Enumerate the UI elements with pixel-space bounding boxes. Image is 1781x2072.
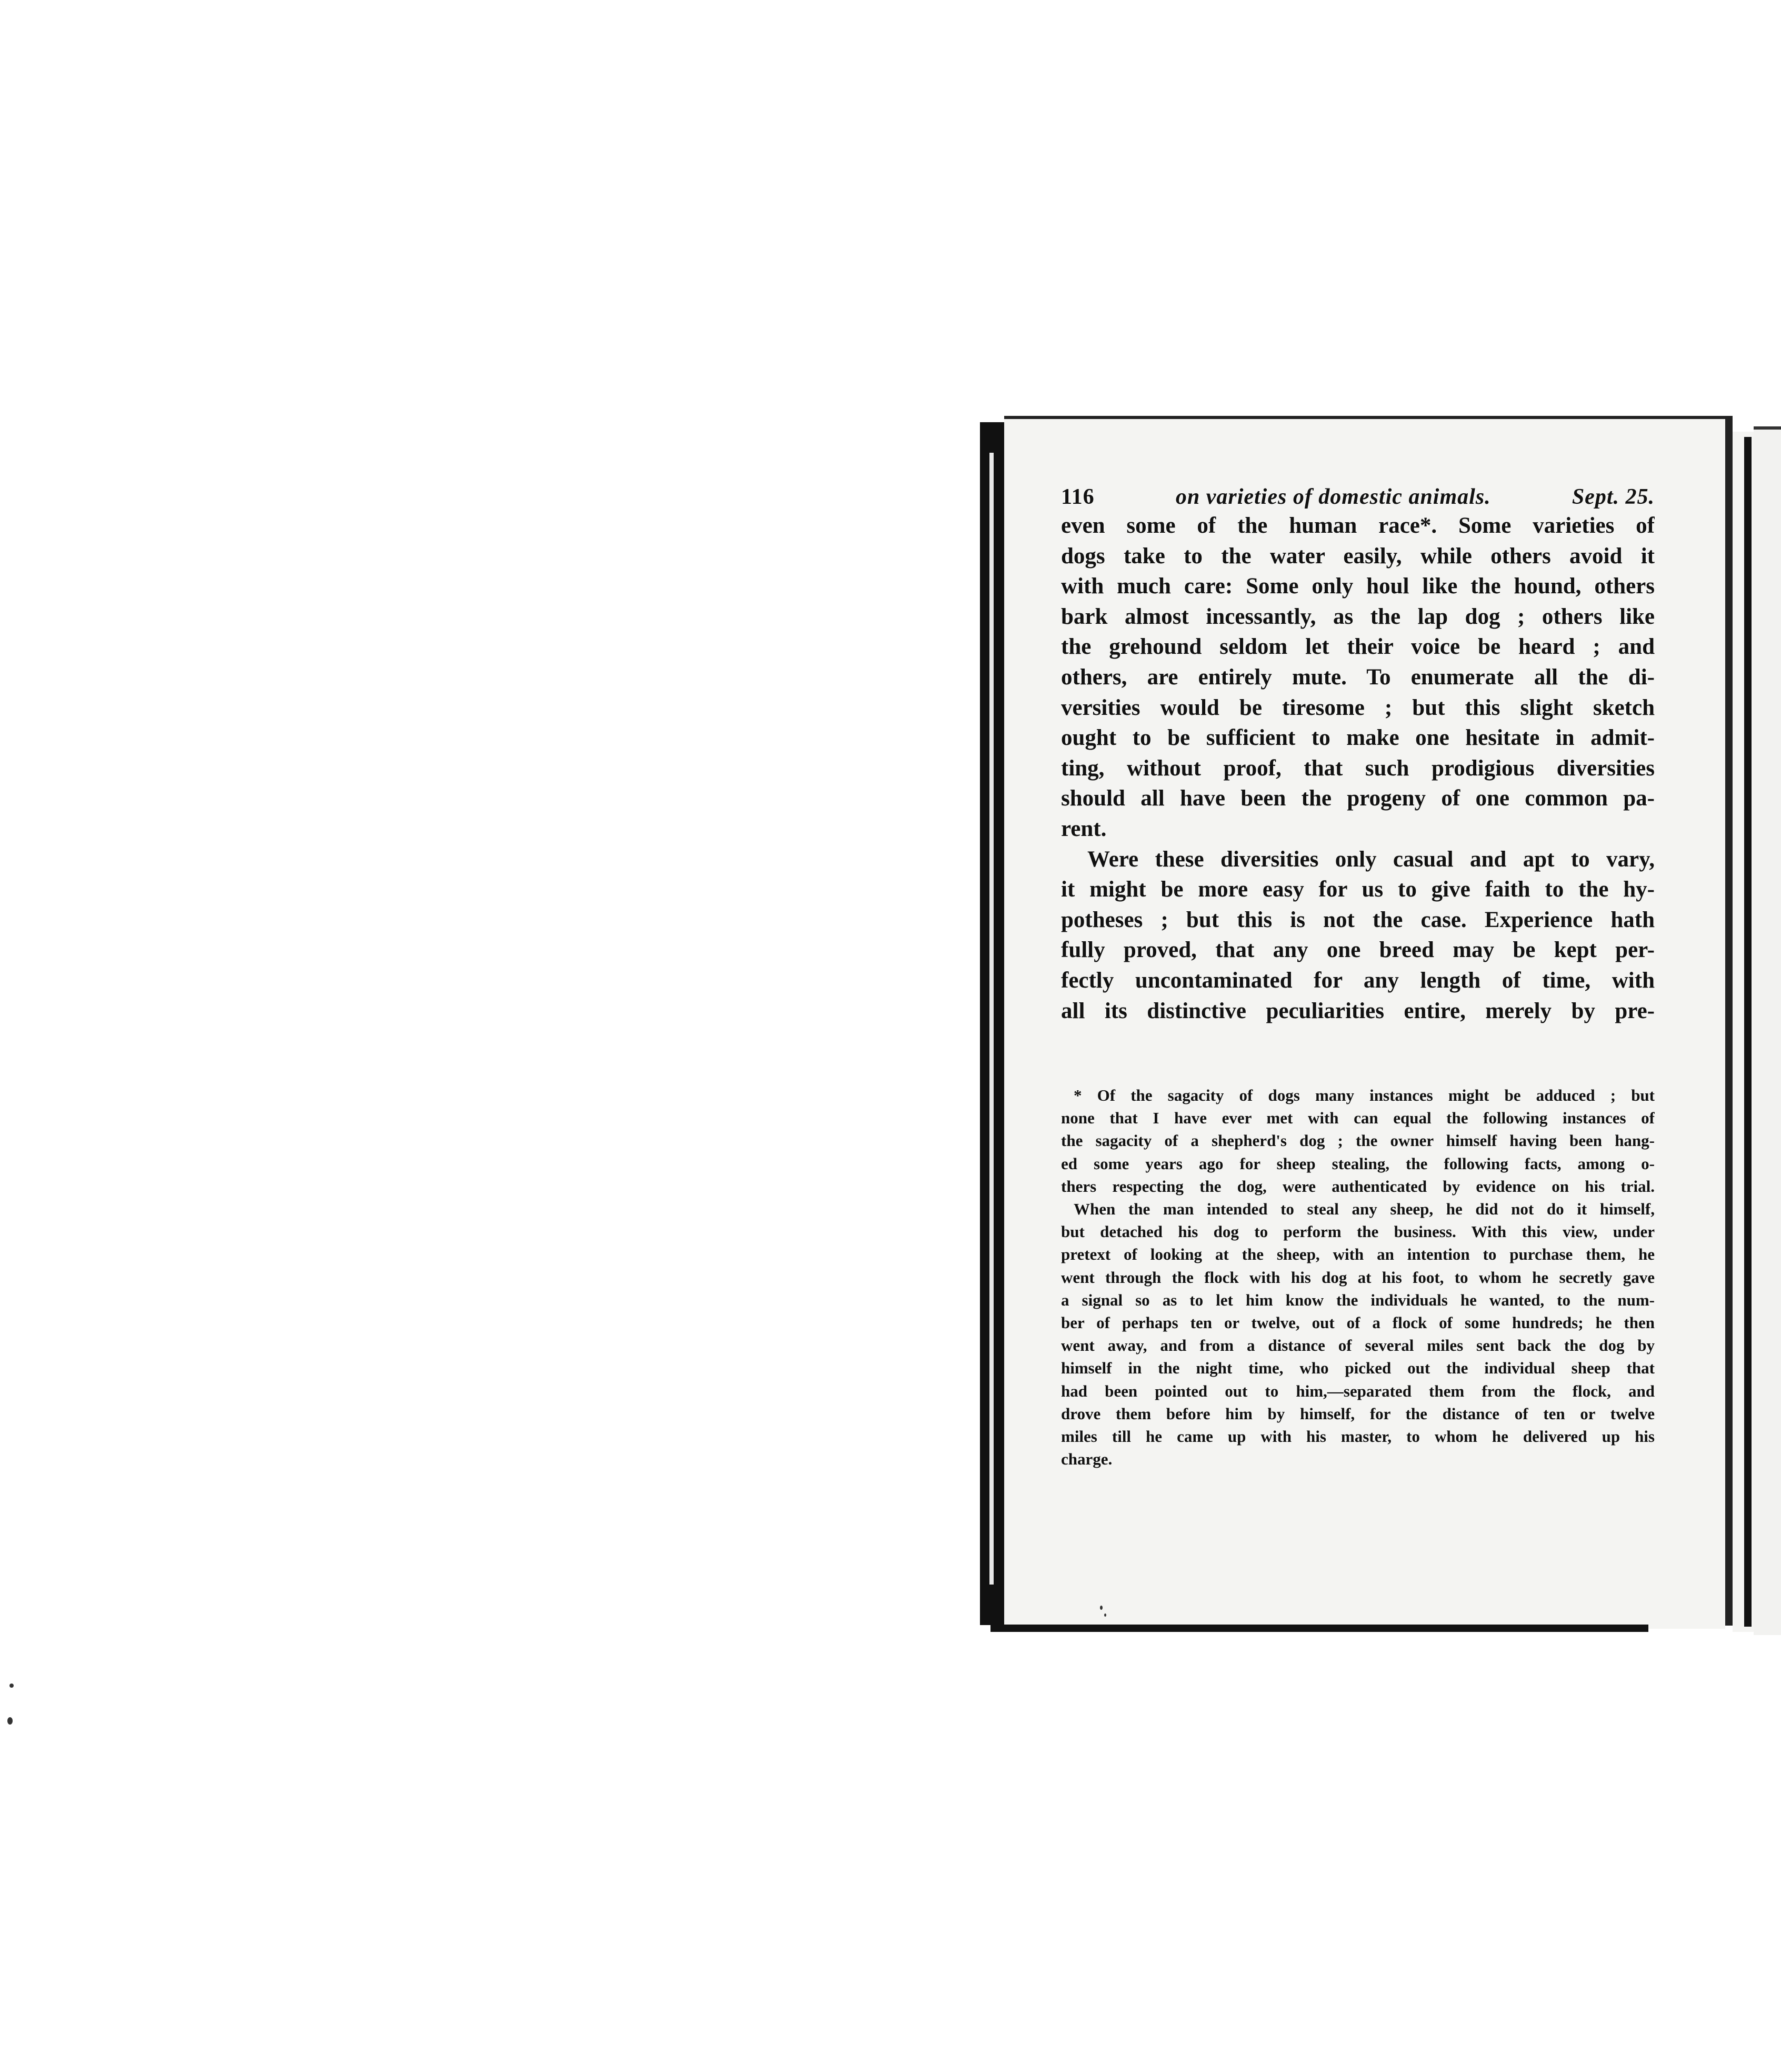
footnote-line: ber of perhaps ten or twelve, out of a flock of some hundreds; he then bbox=[1061, 1313, 1655, 1332]
body-text bbox=[1061, 511, 1655, 1026]
footnote-line: the sagacity of a shepherd's dog ; the owner himself having been hang- bbox=[1061, 1131, 1655, 1150]
footnote-line: went away, and from a distance of several miles sent back the dog by bbox=[1061, 1336, 1655, 1355]
footnote-line: charge. bbox=[1061, 1450, 1113, 1469]
body-line: others, are entirely mute. To enumerate all the di- bbox=[1061, 664, 1655, 690]
footnote-line: When the man intended to steal any sheep, he did not do it himself, bbox=[1074, 1200, 1655, 1219]
page-text bbox=[1061, 483, 1655, 1470]
footnote-gap bbox=[1061, 1026, 1655, 1084]
body-line: potheses ; but this is not the case. Experience hath bbox=[1061, 907, 1655, 932]
footnote-line: pretext of looking at the sheep, with an intention to purchase them, he bbox=[1061, 1245, 1655, 1264]
scan-speck bbox=[1104, 1613, 1106, 1617]
facing-page-edge bbox=[1754, 426, 1781, 1635]
body-line: with much care: Some only houl like the hound, others bbox=[1061, 574, 1655, 599]
body-line: rent. bbox=[1061, 816, 1107, 841]
footnote-line: none that I have ever met with can equal the following instances of bbox=[1061, 1109, 1655, 1128]
running-title: on varieties of domestic animals. bbox=[1175, 485, 1491, 509]
page-gutter-shadow bbox=[1725, 416, 1733, 1626]
scan-speck bbox=[1100, 1606, 1103, 1610]
footnote-line: but detached his dog to perform the business. With this view, under bbox=[1061, 1222, 1655, 1241]
bottom-page-edge bbox=[990, 1625, 1648, 1632]
scan-speck bbox=[9, 1683, 14, 1688]
body-line: versities would be tiresome ; but this slight sketch bbox=[1061, 695, 1655, 720]
body-line: even some of the human race*. Some varieties of bbox=[1061, 513, 1655, 538]
body-line: fectly uncontaminated for any length of time, with bbox=[1061, 968, 1655, 993]
body-line: ought to be sufficient to make one hesitate in admit- bbox=[1061, 725, 1655, 751]
page-number: 116 bbox=[1061, 485, 1095, 509]
footnote-line: drove them before him by himself, for the distance of ten or twelve bbox=[1061, 1404, 1655, 1423]
footnote-line: miles till he came up with his master, to whom he delivered up his bbox=[1061, 1427, 1655, 1446]
footnote-line: himself in the night time, who picked out the individual sheep that bbox=[1061, 1359, 1655, 1378]
body-line: fully proved, that any one breed may be kept per- bbox=[1061, 938, 1655, 963]
footnote-line: * Of the sagacity of dogs many instances might be adduced ; but bbox=[1074, 1086, 1655, 1105]
footnote-line: ed some years ago for sheep stealing, the following facts, among o- bbox=[1061, 1154, 1655, 1173]
book-spread bbox=[980, 416, 1781, 1632]
running-head bbox=[1061, 483, 1655, 511]
spine-line bbox=[1744, 437, 1752, 1627]
body-line: ting, without proof, that such prodigious diversities bbox=[1061, 755, 1655, 781]
footnote-line: went through the flock with his dog at his foot, to whom he secretly gave bbox=[1061, 1268, 1655, 1287]
footnote-line: thers respecting the dog, were authenticated by evidence on his trial. bbox=[1061, 1177, 1655, 1196]
footnote-line: a signal so as to let him know the individuals he wanted, to the num- bbox=[1061, 1290, 1655, 1309]
footnote bbox=[1061, 1084, 1655, 1470]
body-line: Were these diversities only casual and apt to vary, bbox=[1087, 846, 1655, 872]
body-line: bark almost incessantly, as the lap dog ; others like bbox=[1061, 604, 1655, 629]
body-line: should all have been the progeny of one common pa- bbox=[1061, 786, 1655, 811]
running-date: Sept. 25. bbox=[1572, 485, 1655, 509]
scan-speck bbox=[7, 1717, 13, 1725]
footnote-line: had been pointed out to him,—separated them from the flock, and bbox=[1061, 1381, 1655, 1400]
page-edge-highlight bbox=[989, 453, 994, 1585]
body-line: the grehound seldom let their voice be heard ; and bbox=[1061, 634, 1655, 660]
body-line: dogs take to the water easily, while others avoid it bbox=[1061, 543, 1655, 569]
body-line: it might be more easy for us to give faith to the hy- bbox=[1061, 877, 1655, 902]
body-line: all its distinctive peculiarities entire, merely by pre- bbox=[1061, 998, 1655, 1023]
